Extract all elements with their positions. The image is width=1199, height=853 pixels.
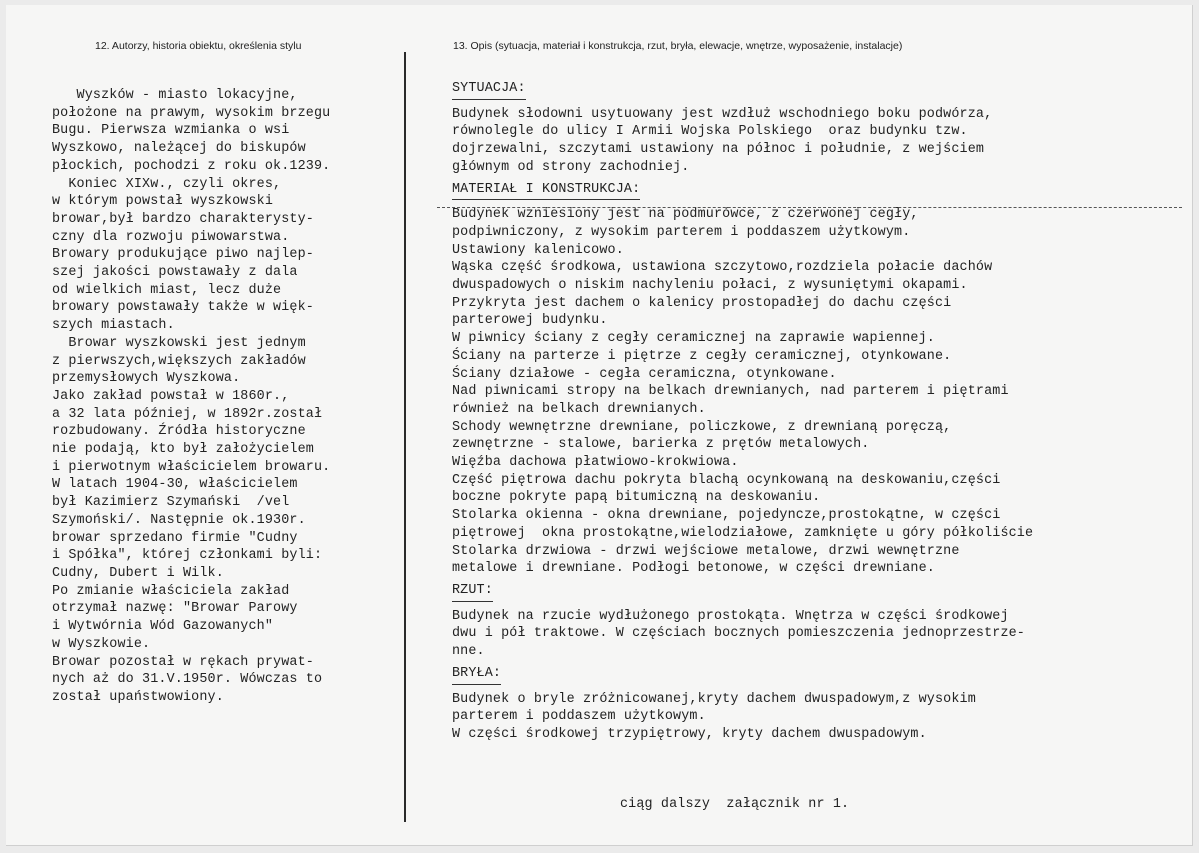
description-line: Wąska część środkowa, ustawiona szczytowo,rozdziela połacie dachów xyxy=(452,260,993,276)
description-line: Budynek wzniesiony jest na podmurówce, z czerwonej cegły, xyxy=(452,207,919,223)
history-line: Po zmianie właściciela zakład xyxy=(52,583,290,599)
section-heading: MATERIAŁ I KONSTRUKCJA: xyxy=(452,181,640,201)
history-line: Cudny, Dubert i Wilk. xyxy=(52,565,224,581)
description-line: W piwnicy ściany z cegły ceramicznej na zaprawie wapiennej. xyxy=(452,331,935,347)
history-line: Jako zakład powstał w 1860r., xyxy=(52,388,290,404)
history-text xyxy=(52,87,404,707)
description-line: Nad piwnicami stropy na belkach drewnianych, nad parterem i piętrami xyxy=(452,384,1009,400)
history-line: Szymoński/. Następnie ok.1930r. xyxy=(52,512,306,528)
history-line: Browary produkujące piwo najlep- xyxy=(52,247,314,263)
description-line: głównym od strony zachodniej. xyxy=(452,159,690,175)
description-line: równolegle do ulicy I Armii Wojska Polskiego oraz budynku tzw. xyxy=(452,124,968,140)
history-line: nie podają, kto był założycielem xyxy=(52,442,314,458)
history-line: został upaństwowiony. xyxy=(52,689,224,705)
description-line: dwuspadowych o niskim nachyleniu połaci, z wysuniętymi okapami. xyxy=(452,278,968,294)
history-line: browar sprzedano firmie "Cudny xyxy=(52,530,298,546)
history-line: browar,był bardzo charakterysty- xyxy=(52,211,314,227)
description-line: Budynek słodowni usytuowany jest wzdłuż wschodniego boku podwórza, xyxy=(452,106,993,122)
description-section xyxy=(452,582,1192,661)
column-divider xyxy=(404,52,406,822)
description-line: Ustawiony kalenicowo. xyxy=(452,242,624,258)
left-column-header: 12. Autorzy, historia obiektu, określenia stylu xyxy=(95,40,302,52)
history-line: otrzymał nazwę: "Browar Parowy xyxy=(52,601,298,617)
history-line: i pierwotnym właścicielem browaru. xyxy=(52,459,331,475)
history-line: i Spółka", której członkami byli: xyxy=(52,548,323,564)
history-line: szej jakości powstawały z dala xyxy=(52,265,298,281)
section-heading: BRYŁA: xyxy=(452,665,501,685)
history-line: a 32 lata później, w 1892r.został xyxy=(52,406,323,422)
description-line: parterowej budynku. xyxy=(452,313,608,329)
description-line: boczne pokryte papą bitumiczną na deskowaniu. xyxy=(452,490,821,506)
description-line: parterem i poddaszem użytkowym. xyxy=(452,709,706,725)
description-line: również na belkach drewnianych. xyxy=(452,401,706,417)
history-line: przemysłowych Wyszkowa. xyxy=(52,371,241,387)
description-line: zewnętrzne - stalowe, barierka z prętów metalowych. xyxy=(452,437,870,453)
description-line: Schody wewnętrzne drewniane, policzkowe, z drewnianą poręczą, xyxy=(452,419,952,435)
history-line: rozbudowany. Źródła historyczne xyxy=(52,424,306,440)
description-line: Ściany na parterze i piętrze z cegły ceramicznej, otynkowane. xyxy=(452,348,952,364)
description-line: podpiwniczony, z wysokim parterem i poddaszem użytkowym. xyxy=(452,224,911,240)
history-line: Koniec XIXw., czyli okres, xyxy=(52,176,282,192)
description-line: nne. xyxy=(452,644,485,660)
history-line: Wyszkowo, należącej do biskupów xyxy=(52,141,306,157)
continuation-note: ciąg dalszy załącznik nr 1. xyxy=(620,797,850,812)
description-line: Stolarka drzwiowa - drzwi wejściowe metalowe, drzwi wewnętrzne xyxy=(452,543,960,559)
section-heading: SYTUACJA: xyxy=(452,80,526,100)
history-line: w Wyszkowie. xyxy=(52,636,151,652)
history-line: położone na prawym, wysokim brzegu xyxy=(52,105,331,121)
section-rule xyxy=(437,207,1182,209)
history-line: czny dla rozwoju piwowarstwa. xyxy=(52,229,290,245)
description-section xyxy=(452,665,1192,744)
description-text xyxy=(452,80,1192,748)
history-line: był Kazimierz Szymański /vel xyxy=(52,495,290,511)
description-line: Budynek o bryle zróżnicowanej,kryty dachem dwuspadowym,z wysokim xyxy=(452,691,976,707)
description-line: dwu i pół traktowe. W częściach bocznych pomieszczenia jednoprzestrze- xyxy=(452,626,1025,642)
history-line: W latach 1904-30, właścicielem xyxy=(52,477,298,493)
description-line: Część piętrowa dachu pokryta blachą ocynkowaną na deskowaniu,części xyxy=(452,472,1001,488)
description-line: Stolarka okienna - okna drewniane, pojedyncze,prostokątne, w części xyxy=(452,508,1001,524)
history-line: Browar pozostał w rękach prywat- xyxy=(52,654,314,670)
right-column-header: 13. Opis (sytuacja, materiał i konstrukcja, rzut, bryła, elewacje, wnętrze, wyposażenie, instalacje) xyxy=(453,40,903,52)
history-line: od wielkich miast, lecz duże xyxy=(52,282,282,298)
history-line: w którym powstał wyszkowski xyxy=(52,194,274,210)
description-line: Więźba dachowa płatwiowo-krokwiowa. xyxy=(452,455,739,471)
history-line: browary powstawały także w więk- xyxy=(52,300,314,316)
description-line: metalowe i drewniane. Podłogi betonowe, w części drewniane. xyxy=(452,561,935,577)
history-line: Browar wyszkowski jest jednym xyxy=(52,335,306,351)
description-section xyxy=(452,80,1192,177)
history-line: Bugu. Pierwsza wzmianka o wsi xyxy=(52,123,290,139)
history-line: nych aż do 31.V.1950r. Wówczas to xyxy=(52,672,323,688)
description-line: Przykryta jest dachem o kalenicy prostopadłej do dachu części xyxy=(452,295,952,311)
history-line: z pierwszych,większych zakładów xyxy=(52,353,306,369)
description-section xyxy=(452,181,1192,578)
history-line: płockich, pochodzi z roku ok.1239. xyxy=(52,158,331,174)
section-heading: RZUT: xyxy=(452,582,493,602)
description-line: Budynek na rzucie wydłużonego prostokąta. Wnętrza w części środkowej xyxy=(452,608,1009,624)
history-line: Wyszków - miasto lokacyjne, xyxy=(52,88,298,103)
history-line: i Wytwórnia Wód Gazowanych" xyxy=(52,619,274,635)
description-line: dojrzewalni, szczytami ustawiony na północ i południe, z wejściem xyxy=(452,142,985,158)
history-line: szych miastach. xyxy=(52,318,175,334)
description-line: piętrowej okna prostokątne,wielodziałowe, zamknięte u góry półkoliście xyxy=(452,525,1034,541)
description-line: Ściany działowe - cegła ceramiczna, otynkowane. xyxy=(452,366,837,382)
description-line: W części środkowej trzypiętrowy, kryty dachem dwuspadowym. xyxy=(452,726,927,742)
